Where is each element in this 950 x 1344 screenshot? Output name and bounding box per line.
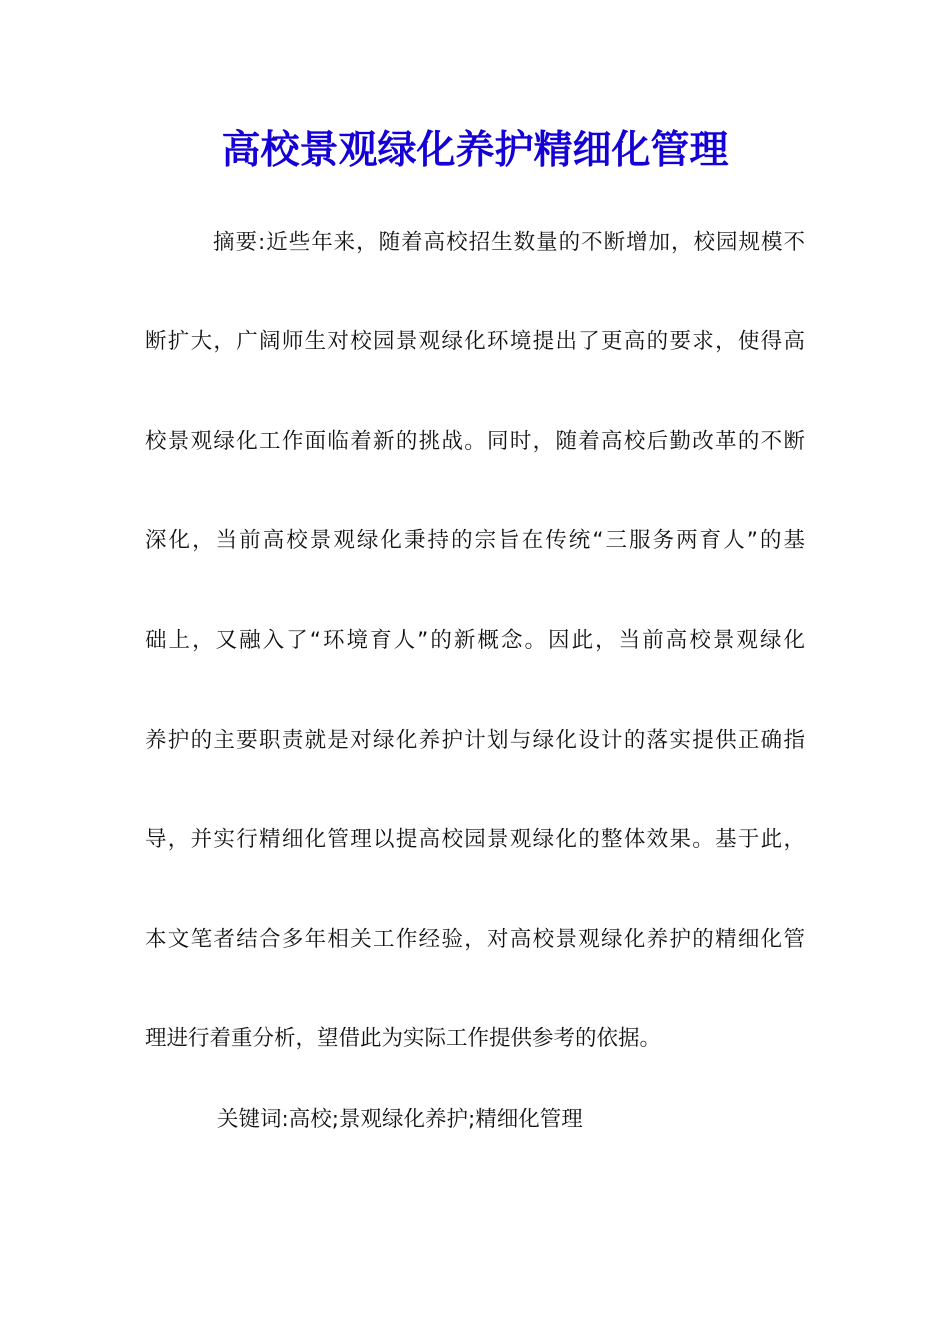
abstract-line-7: 导，并实行精细化管理以提高校园景观绿化的整体效果。基于此， — [145, 827, 805, 852]
abstract-line-5: 础上，又融入了“环境育人”的新概念。因此，当前高校景观绿化 — [145, 628, 805, 653]
abstract-line-8: 本文笔者结合多年相关工作经验，对高校景观绿化养护的精细化管 — [145, 927, 805, 952]
abstract-line-6: 养护的主要职责就是对绿化养护计划与绿化设计的落实提供正确指 — [145, 728, 805, 753]
keywords-line: 关键词:高校;景观绿化养护;精细化管理 — [217, 1107, 583, 1132]
abstract-line-1: 摘要:近些年来，随着高校招生数量的不断增加，校园规模不 — [213, 230, 805, 255]
abstract-line-9: 理进行着重分析，望借此为实际工作提供参考的依据。 — [145, 1026, 662, 1051]
document-title: 高校景观绿化养护精细化管理 — [221, 127, 729, 173]
abstract-line-2: 断扩大，广阔师生对校园景观绿化环境提出了更高的要求，使得高 — [145, 329, 805, 354]
abstract-line-3: 校景观绿化工作面临着新的挑战。同时，随着高校后勤改革的不断 — [145, 429, 805, 454]
abstract-line-4: 深化，当前高校景观绿化秉持的宗旨在传统“三服务两育人”的基 — [145, 528, 805, 553]
